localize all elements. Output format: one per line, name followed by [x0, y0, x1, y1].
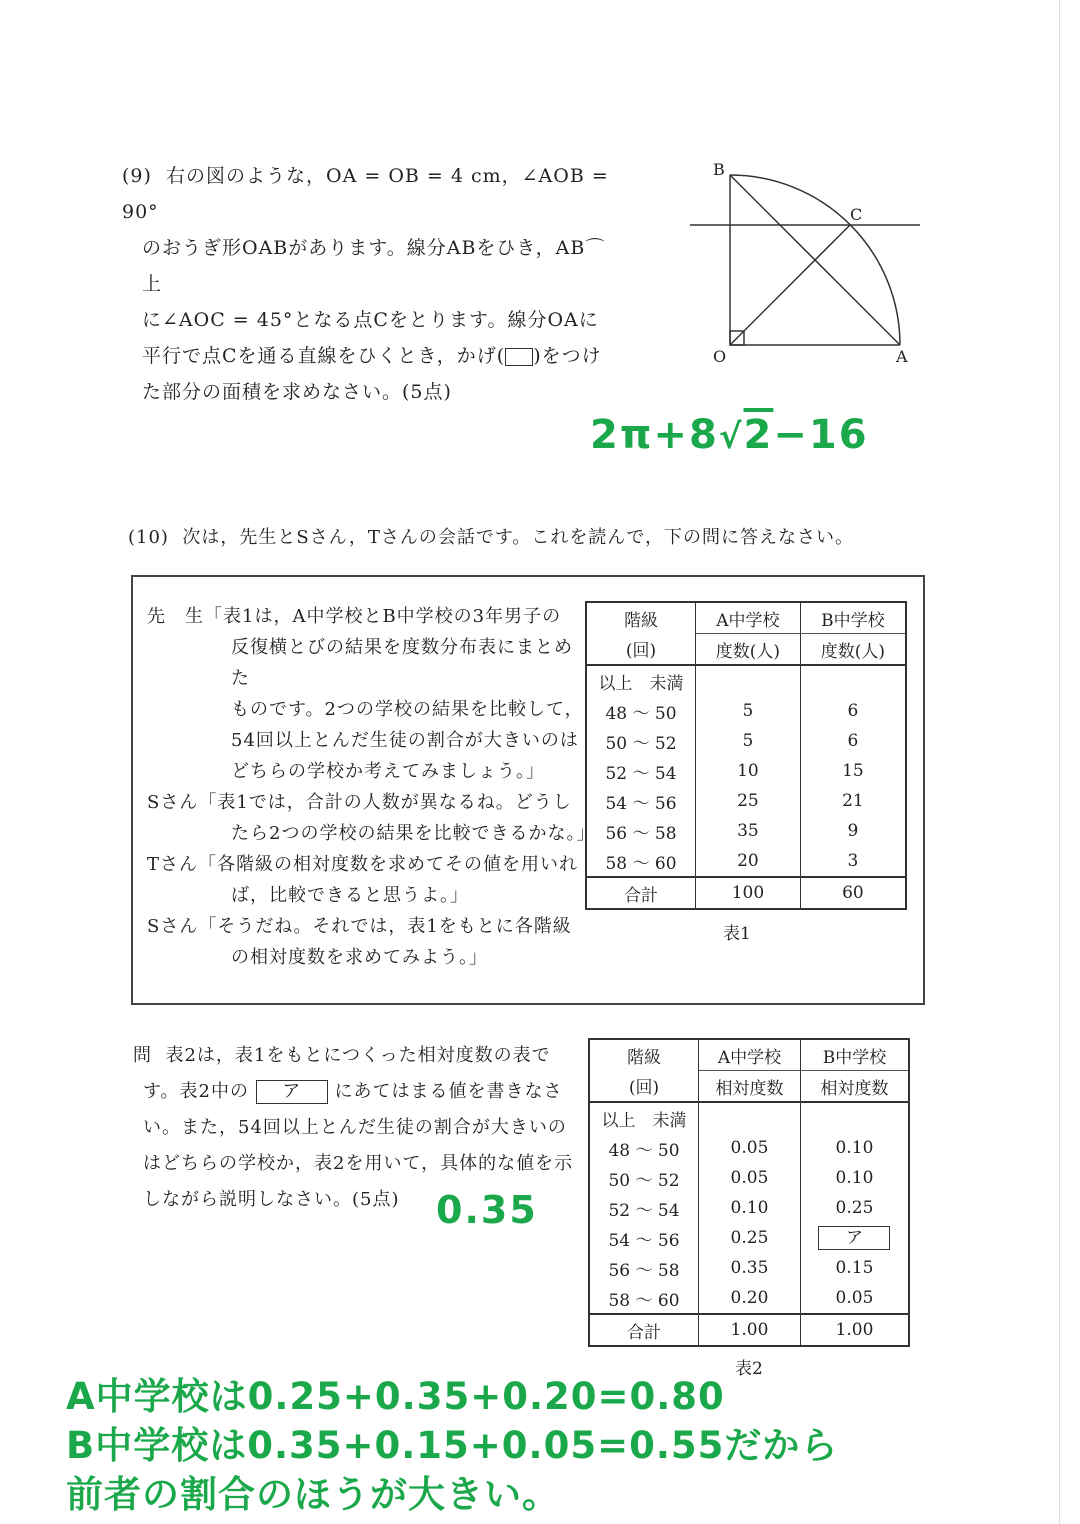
table-row: [586, 726, 906, 756]
table-cell: 52 〜 54: [589, 1193, 699, 1223]
table-cell: 35: [696, 816, 801, 846]
s-line4: の相対度数を求めてみよう。」: [231, 947, 488, 968]
t2-header-unit: (回): [589, 1071, 699, 1103]
table-cell: 3: [800, 846, 906, 877]
t2-header-rel-a: 相対度数: [699, 1071, 801, 1103]
problem-10-intro: [128, 520, 854, 556]
page-edge: [1059, 0, 1060, 1524]
t1-header-freq-b: 度数(人): [800, 634, 906, 666]
label-a: A: [896, 347, 908, 366]
table-1: [585, 601, 907, 910]
question-line3: い。また，54回以上とんだ生徒の割合が大きいの: [143, 1117, 567, 1138]
answer-box-value: 0.35: [436, 1188, 538, 1232]
table-cell: 9: [800, 816, 906, 846]
table-cell: 0.15: [800, 1253, 909, 1283]
speaker-s-2: Sさん: [147, 916, 199, 937]
segment-oc: [730, 225, 850, 345]
t2-header-class: 階級: [589, 1039, 699, 1071]
problem-10-number: (10): [128, 527, 169, 548]
answer-9-part2: 2: [743, 412, 774, 458]
table-cell: 0.10: [699, 1193, 801, 1223]
s-line2: たら2つの学校の結果を比較できるかな。」: [231, 823, 596, 844]
table-cell: 合計: [589, 1314, 699, 1346]
table-cell: 56 〜 58: [589, 1253, 699, 1283]
table-cell: 10: [696, 756, 801, 786]
table-cell: 58 〜 60: [589, 1283, 699, 1314]
question-line2b: にあてはまる値を書きなさ: [334, 1081, 563, 1102]
table-cell: 100: [696, 877, 801, 909]
table-cell: 1.00: [699, 1314, 801, 1346]
label-c: C: [850, 205, 863, 224]
table-cell: 0.10: [800, 1163, 909, 1193]
dialogue: [147, 601, 596, 973]
table-cell: 合計: [586, 877, 696, 909]
t2-range-header: 以上 未満: [589, 1102, 699, 1133]
t1-range-header: 以上 未満: [586, 665, 696, 696]
explanation: [66, 1372, 838, 1519]
explanation-line3: 前者の割合のほうが大きい。: [66, 1473, 560, 1516]
table-2-caption: 表2: [735, 1359, 763, 1379]
teacher-line2: 反復横とびの結果を度数分布表にまとめた: [231, 637, 573, 689]
table-cell: 0.25: [800, 1193, 909, 1223]
table-row: [586, 756, 906, 786]
table-total-row: [586, 877, 906, 909]
t1-header-class: 階級: [586, 602, 696, 634]
table-cell: 58 〜 60: [586, 846, 696, 877]
p10-intro-text: 次は，先生とSさん，Tさんの会話です。これを読んで，下の問に答えなさい。: [182, 527, 855, 548]
table-cell: 0.35: [699, 1253, 801, 1283]
table-cell: 21: [800, 786, 906, 816]
speaker-t: Tさん: [147, 854, 199, 875]
p9-line3: に∠AOC = 45°となる点Cをとります。線分OAに: [142, 309, 599, 331]
answer-box-a: ア: [256, 1080, 328, 1104]
table-row: [589, 1253, 909, 1283]
table-cell: [800, 1223, 909, 1253]
question-line5: しながら説明しなさい。(5点): [143, 1189, 400, 1210]
answer-9-part3: −16: [773, 412, 869, 458]
label-o: O: [713, 347, 727, 366]
table-row: [589, 1163, 909, 1193]
answer-9: [590, 412, 869, 458]
table-2: [588, 1038, 910, 1347]
p9-line2: のおうぎ形OABがあります。線分ABをひき，AB⌒上: [142, 237, 606, 295]
label-b: B: [713, 160, 725, 179]
t2-header-rel-b: 相対度数: [800, 1071, 909, 1103]
table-cell: 54 〜 56: [586, 786, 696, 816]
table-cell: 0.10: [800, 1133, 909, 1163]
problem-9-number: (9): [122, 165, 152, 187]
table-cell: 60: [800, 877, 906, 909]
table-cell: 48 〜 50: [586, 696, 696, 726]
explanation-line2: B中学校は0.35+0.15+0.05=0.55だから: [66, 1424, 839, 1467]
table-cell: 1.00: [800, 1314, 909, 1346]
table-cell: 25: [696, 786, 801, 816]
question-line1: 表2は，表1をもとにつくった相対度数の表で: [165, 1045, 551, 1066]
t1-header-freq-a: 度数(人): [696, 634, 801, 666]
table-row: [586, 846, 906, 877]
table-row: [586, 786, 906, 816]
sqrt-icon: √: [718, 417, 744, 457]
teacher-line1: 「表1は，A中学校とB中学校の3年男子の: [204, 606, 562, 627]
table-cell: 50 〜 52: [589, 1163, 699, 1193]
t1-header-b: B中学校: [800, 602, 906, 634]
table-cell: 6: [800, 696, 906, 726]
table-box-a: ア: [818, 1226, 890, 1250]
p9-line5: た部分の面積を求めなさい。(5点): [142, 381, 452, 403]
table-row: [589, 1223, 909, 1253]
t2-header-a: A中学校: [699, 1039, 801, 1071]
table-cell: 6: [800, 726, 906, 756]
table-cell: 48 〜 50: [589, 1133, 699, 1163]
table-row: [586, 696, 906, 726]
table-row: [589, 1283, 909, 1314]
question-label: 問: [133, 1045, 152, 1066]
explanation-line1: A中学校は0.25+0.35+0.20=0.80: [66, 1375, 725, 1418]
s-line1: 「表1では，合計の人数が異なるね。どうし: [198, 792, 572, 813]
table-cell: 56 〜 58: [586, 816, 696, 846]
table-cell: 0.05: [699, 1163, 801, 1193]
t-line2: ば，比較できると思うよ。」: [231, 885, 469, 906]
t1-header-unit: (回): [586, 634, 696, 666]
teacher-line3: ものです。2つの学校の結果を比較して，: [231, 699, 584, 720]
table-cell: 52 〜 54: [586, 756, 696, 786]
p9-line4a: 平行で点Cを通る直線をひくとき，かげ(: [142, 345, 506, 367]
shaded-symbol-box: [505, 348, 533, 366]
dialogue-box: [131, 575, 925, 1005]
table-cell: 20: [696, 846, 801, 877]
answer-9-part1: 2π+8: [590, 412, 719, 458]
question-line2a: す。表2中の: [143, 1081, 250, 1102]
table-cell: 0.05: [699, 1133, 801, 1163]
table-cell: 0.20: [699, 1283, 801, 1314]
table-1-caption: 表1: [723, 924, 751, 944]
table-cell: 0.05: [800, 1283, 909, 1314]
table-cell: 0.25: [699, 1223, 801, 1253]
p9-line4b: )をつけ: [533, 345, 602, 367]
t-line1: 「各階級の相対度数を求めてその値を用いれ: [198, 854, 579, 875]
teacher-line4: 54回以上とんだ生徒の割合が大きいのは: [231, 730, 579, 751]
table-cell: 5: [696, 726, 801, 756]
speaker-s: Sさん: [147, 792, 199, 813]
table-cell: 54 〜 56: [589, 1223, 699, 1253]
teacher-line5: どちらの学校か考えてみましょう。」: [231, 761, 545, 782]
table-total-row: [589, 1314, 909, 1346]
t2-header-b: B中学校: [800, 1039, 909, 1071]
table-row: [589, 1193, 909, 1223]
speaker-teacher: 先 生: [147, 606, 204, 627]
s-line3: 「そうだね。それでは，表1をもとに各階級: [198, 916, 572, 937]
table-cell: 15: [800, 756, 906, 786]
table-cell: 50 〜 52: [586, 726, 696, 756]
table-row: [586, 816, 906, 846]
t1-header-a: A中学校: [696, 602, 801, 634]
problem-9: [122, 158, 622, 410]
table-row: [589, 1133, 909, 1163]
question-line4: はどちらの学校か，表2を用いて，具体的な値を示: [143, 1153, 574, 1174]
sector-figure: [680, 150, 930, 370]
table-cell: 5: [696, 696, 801, 726]
p9-line1: 右の図のような，OA = OB = 4 cm，∠AOB = 90°: [122, 165, 609, 223]
